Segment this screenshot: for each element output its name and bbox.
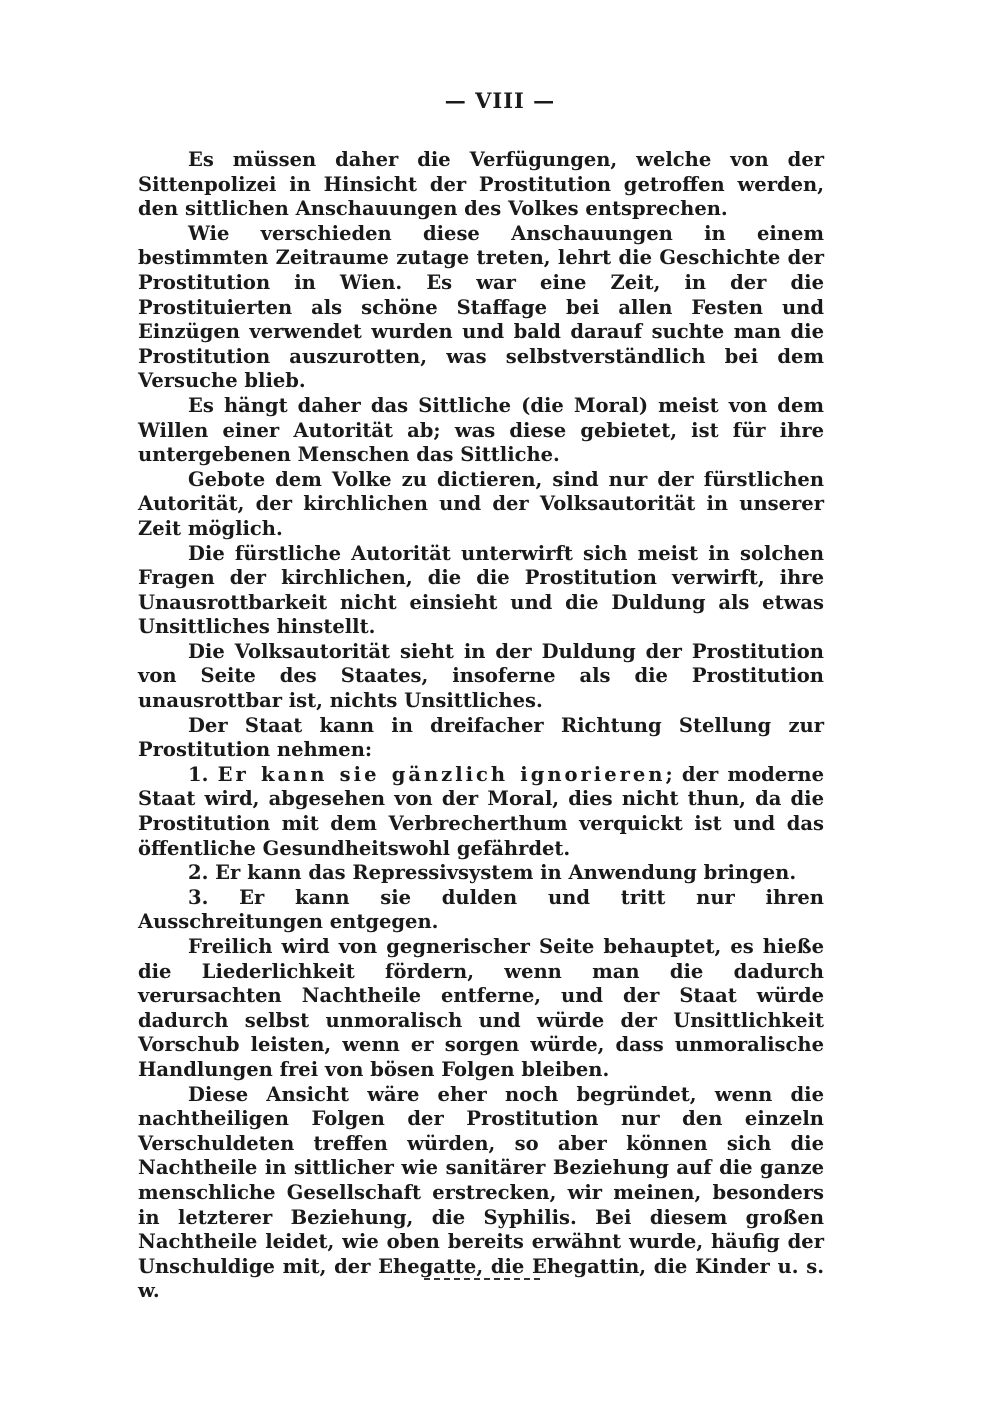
paragraph: Es müssen daher die Verfügungen, welche von der Sittenpolizei in Hinsicht der Prostitution getroffen werden, den sittlichen Anschauungen des Volkes entsprechen.: [138, 148, 824, 221]
list-item-2: 2. Er kann das Repressivsystem in Anwendung bringen.: [188, 861, 797, 885]
paragraph: Freilich wird von gegnerischer Seite behauptet, es hieße die Liederlichkeit fördern, wenn man die dadurch verursachten Nachtheile entferne, und der Staat würde dadurch selbst unmoralisch und würde der Unsittlichkeit Vorschub leisten, wenn er sorgen würde, dass unmoralische Handlungen frei von bösen Folgen bleiben.: [138, 935, 824, 1081]
paragraph: Diese Ansicht wäre eher noch begründet, wenn die nachtheiligen Folgen der Prostitution nur den einzeln Verschuldeten treffen würden, so aber können sich die Nachtheile in sittlicher wie sanitärer Beziehung auf die ganze menschliche Gesellschaft erstrecken, wir meinen, besonders in letzterer Beziehung, die Syphilis. Bei diesem großen Nachtheile leidet, wie oben bereits erwähnt wurde, häufig der Unschuldige mit, der Ehegatte, die Ehegattin, die Kinder u. s. w.: [138, 1082, 824, 1303]
page-number-header: — VIII —: [444, 88, 556, 113]
list-item-number: 1.: [188, 762, 209, 786]
list-item-text: ; der moderne Staat wird, abgesehen von der Moral, dies nicht thun, da die Prostitution mit dem Verbrecherthum verquickt ist und das öffentliche Gesundheitswohl gefährdet.: [138, 762, 824, 860]
paragraph: Gebote dem Volke zu dictieren, sind nur der fürstlichen Autorität, der kirchlichen und der Volksautorität in unserer Zeit möglich.: [138, 467, 824, 540]
paragraph: Wie verschieden diese Anschauungen in einem bestimmten Zeitraume zutage treten, lehrt die Geschichte der Prostitution in Wien. Es war eine Zeit, in der die Prostituierten als schöne Staffage bei allen Festen und Einzügen verwendet wurden und bald darauf suchte man die Prostitution auszurotten, was selbstverständlich bei dem Versuche blieb.: [138, 221, 824, 393]
paragraph: Der Staat kann in dreifacher Richtung Stellung zur Prostitution nehmen:: [138, 713, 824, 762]
list-item-1: [138, 763, 824, 861]
emphasized-phrase: Er kann sie gänzlich ignorieren: [217, 762, 666, 786]
paragraph: Es hängt daher das Sittliche (die Moral) meist von dem Willen einer Autorität ab; was diese gebietet, ist für ihre untergebenen Menschen das Sittliche.: [138, 393, 824, 467]
paragraph: Die fürstliche Autorität unterwirft sich meist in solchen Fragen der kirchlichen, die die Prostitution verwirft, ihre Unausrottbarkeit nicht einsieht und die Duldung als etwas Unsittliches hinstellt.: [138, 541, 824, 639]
list-item-3: 3. Er kann sie dulden und tritt nur ihren Ausschreitungen entgegen.: [138, 885, 824, 934]
body-text: [138, 148, 824, 1304]
paragraph: Die Volksautorität sieht in der Duldung der Prostitution von Seite des Staates, insoferne als die Prostitution unausrottbar ist, nichts Unsittliches.: [138, 639, 824, 713]
end-ornament-rule: [424, 1278, 540, 1280]
